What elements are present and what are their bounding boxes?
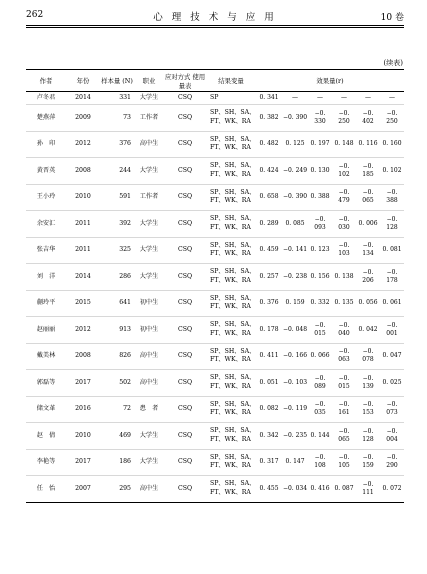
effect-cell: 0. 085: [285, 219, 305, 227]
author-cell: 黄晋英: [36, 166, 56, 174]
effect-cell: −0. 134: [362, 242, 374, 258]
effect-cell: —: [365, 93, 371, 101]
effect-cell: −0. 103: [338, 242, 350, 258]
effect-cell: −0. 015: [314, 321, 326, 337]
effect-cell: 0. 102: [382, 166, 402, 174]
effect-cell: −0. 103: [282, 378, 308, 386]
scale-cell: CSQ: [177, 431, 193, 439]
effect-cell: 0. 658: [259, 193, 279, 201]
effect-size-table: [26, 69, 404, 503]
table-row: [26, 92, 404, 105]
effect-cell: −0. 111: [362, 480, 374, 496]
author-cell: 戴美林: [36, 352, 56, 360]
effect-cell: −0. 178: [386, 268, 398, 284]
author-cell: 储文革: [36, 405, 56, 413]
effect-cell: 0. 197: [310, 140, 330, 148]
occupation-cell: 工作者: [139, 113, 159, 121]
outcome-cell: SP、SH、SA、 FT、WK、RA: [210, 162, 256, 178]
effect-cell: 0. 317: [259, 458, 279, 466]
effect-cell: −0. 093: [314, 215, 326, 231]
effect-cell: 0. 087: [334, 484, 354, 492]
occupation-cell: 大学生: [139, 219, 159, 227]
table-row: [26, 105, 404, 132]
effect-cell: −0. 402: [362, 109, 374, 125]
year-cell: 2010: [75, 193, 91, 201]
occupation-cell: 大学生: [139, 458, 159, 466]
table-header-row: [26, 70, 404, 92]
author-cell: 王小玲: [36, 193, 56, 201]
page-number: 262: [26, 10, 44, 20]
table-row: [26, 317, 404, 344]
outcome-cell: SP、SH、SA、 FT、WK、RA: [210, 480, 256, 496]
effect-cell: −0. 166: [282, 352, 308, 360]
scale-cell: CSQ: [177, 405, 193, 413]
effect-cell: −0. 390: [282, 113, 308, 121]
outcome-cell: SP、SH、SA、 FT、WK、RA: [210, 215, 256, 231]
occupation-cell: 患 者: [139, 405, 159, 413]
effect-cell: −0. 065: [362, 189, 374, 205]
effect-cell: 0. 081: [382, 246, 402, 254]
effect-cell: −0. 102: [338, 162, 350, 178]
effect-cell: 0. 082: [259, 405, 279, 413]
author-cell: 任 怡: [36, 484, 56, 492]
effect-cell: 0. 342: [259, 431, 279, 439]
effect-cell: −0. 048: [282, 325, 308, 333]
effect-cell: 0. 148: [334, 140, 354, 148]
year-cell: 2014: [75, 93, 91, 101]
effect-cell: −0. 235: [282, 431, 308, 439]
scale-cell: CSQ: [177, 113, 193, 121]
scale-cell: CSQ: [177, 219, 193, 227]
outcome-cell: SP、SH、SA、 FT、WK、RA: [210, 109, 256, 125]
effect-cell: −0. 040: [338, 321, 350, 337]
outcome-cell: SP、SH、SA、 FT、WK、RA: [210, 453, 256, 470]
table-row: [26, 396, 404, 423]
running-header: [26, 8, 404, 22]
year-cell: 2016: [75, 405, 91, 413]
occupation-cell: 大学生: [139, 166, 159, 174]
header-rule: [26, 25, 404, 26]
scale-cell: CSQ: [177, 166, 193, 174]
effect-cell: −0. 250: [386, 109, 398, 125]
effect-cell: −0. 035: [314, 401, 326, 417]
effect-cell: −0. 004: [386, 427, 398, 443]
year-cell: 2017: [75, 378, 91, 386]
sample-cell: 325: [119, 246, 131, 254]
effect-cell: −0. 078: [362, 348, 374, 364]
sample-cell: 295: [119, 484, 131, 492]
effect-cell: −0. 015: [338, 374, 350, 390]
effect-cell: 0. 159: [285, 299, 305, 307]
effect-cell: −0. 108: [314, 454, 326, 470]
table-row: [26, 158, 404, 185]
effect-cell: 0. 257: [259, 272, 279, 280]
effect-cell: 0. 144: [310, 431, 330, 439]
effect-cell: −0. 479: [338, 189, 350, 205]
table-row: [26, 423, 404, 450]
scale-cell: CSQ: [177, 352, 193, 360]
table-row: [26, 211, 404, 238]
effect-cell: —: [317, 93, 323, 101]
sample-cell: 392: [119, 219, 131, 227]
effect-cell: −0. 128: [386, 215, 398, 231]
year-cell: 2008: [75, 352, 91, 360]
scale-cell: CSQ: [177, 484, 193, 492]
author-cell: 孙 印: [36, 140, 56, 148]
effect-cell: 0. 006: [358, 219, 378, 227]
author-cell: 余安汇: [36, 219, 56, 227]
scale-cell: CSQ: [177, 325, 193, 333]
effect-cell: 0. 424: [259, 166, 279, 174]
author-cell: 蒯玲平: [36, 299, 56, 307]
effect-cell: −0. 206: [362, 268, 374, 284]
col-effect-size: 效果量(r): [316, 77, 344, 85]
effect-cell: −0. 161: [338, 401, 350, 417]
scale-cell: CSQ: [177, 93, 193, 101]
outcome-cell: SP、SH、SA、 FT、WK、RA: [210, 268, 256, 284]
sample-cell: 72: [123, 405, 131, 413]
outcome-cell: SP、SH、SA、 FT、WK、RA: [210, 241, 256, 258]
author-cell: 楚燕萍: [36, 113, 56, 121]
effect-cell: −0. 105: [338, 454, 350, 470]
author-cell: 郭磊等: [36, 378, 56, 386]
effect-cell: −0. 065: [338, 427, 350, 443]
effect-cell: 0. 156: [310, 272, 330, 280]
effect-cell: 0. 056: [358, 299, 378, 307]
effect-cell: —: [389, 93, 395, 101]
effect-cell: 0. 332: [310, 299, 330, 307]
effect-cell: —: [292, 93, 298, 101]
col-coping-scale: 应对方式 使用量表: [164, 72, 206, 90]
effect-cell: −0. 159: [362, 454, 374, 470]
occupation-cell: 高中生: [139, 484, 159, 492]
occupation-cell: 工作者: [139, 193, 159, 201]
year-cell: 2010: [75, 431, 91, 439]
outcome-cell: SP、SH、SA、 FT、WK、RA: [210, 427, 256, 443]
author-cell: 卢冬君: [36, 93, 56, 101]
table-row: [26, 370, 404, 397]
occupation-cell: 大学生: [139, 93, 159, 101]
occupation-cell: 大学生: [139, 246, 159, 254]
year-cell: 2012: [75, 325, 91, 333]
effect-cell: 0. 072: [382, 484, 402, 492]
table-row: [26, 343, 404, 370]
effect-cell: −0. 063: [338, 348, 350, 364]
occupation-cell: 大学生: [139, 272, 159, 280]
table-row: [26, 476, 404, 503]
effect-cell: 0. 455: [259, 484, 279, 492]
table-row: [26, 237, 404, 264]
sample-cell: 286: [119, 272, 131, 280]
outcome-cell: SP: [210, 93, 219, 101]
table-row: [26, 264, 404, 291]
sample-cell: 826: [119, 352, 131, 360]
effect-cell: 0. 125: [285, 140, 305, 148]
effect-cell: −0. 119: [282, 405, 308, 413]
effect-cell: 0. 178: [259, 325, 279, 333]
outcome-cell: SP、SH、SA、 FT、WK、RA: [210, 347, 256, 364]
author-cell: 刘 洋: [36, 272, 56, 280]
col-author: 作者: [39, 77, 53, 85]
effect-cell: −0. 030: [338, 215, 350, 231]
year-cell: 2007: [75, 484, 91, 492]
outcome-cell: SP、SH、SA、 FT、WK、RA: [210, 400, 256, 417]
outcome-cell: SP、SH、SA、 FT、WK、RA: [210, 188, 256, 205]
author-cell: 张吉华: [36, 246, 56, 254]
table-body: [26, 92, 404, 503]
table-row: [26, 449, 404, 476]
scale-cell: CSQ: [177, 299, 193, 307]
scale-cell: CSQ: [177, 193, 193, 201]
effect-cell: 0. 025: [382, 378, 402, 386]
author-cell: 李艳等: [36, 458, 56, 466]
col-occupation: 职业: [142, 77, 156, 85]
effect-cell: −0. 290: [386, 454, 398, 470]
year-cell: 2017: [75, 458, 91, 466]
sample-cell: 913: [119, 325, 131, 333]
occupation-cell: 大学生: [139, 431, 159, 439]
table-row: [26, 131, 404, 158]
author-cell: 赵 倩: [36, 431, 56, 439]
scale-cell: CSQ: [177, 272, 193, 280]
occupation-cell: 初中生: [139, 325, 159, 333]
journal-title: 心 理 技 术 与 应 用: [153, 12, 277, 23]
year-cell: 2009: [75, 113, 91, 121]
effect-cell: 0. 042: [358, 325, 378, 333]
effect-cell: 0. 147: [285, 458, 305, 466]
effect-cell: −0. 250: [338, 109, 350, 125]
effect-cell: 0. 411: [259, 352, 279, 360]
effect-cell: 0. 116: [358, 140, 378, 148]
occupation-cell: 高中生: [139, 352, 159, 360]
year-cell: 2008: [75, 166, 91, 174]
effect-cell: −0. 073: [386, 401, 398, 417]
scale-cell: CSQ: [177, 140, 193, 148]
sample-cell: 331: [119, 93, 131, 101]
effect-cell: −0. 153: [362, 401, 374, 417]
occupation-cell: 初中生: [139, 299, 159, 307]
volume-label: 10 卷: [380, 13, 404, 23]
outcome-cell: SP、SH、SA、 FT、WK、RA: [210, 321, 256, 337]
effect-cell: −0. 330: [314, 109, 326, 125]
effect-cell: −0. 139: [362, 374, 374, 390]
effect-cell: 0. 123: [310, 246, 330, 254]
col-year: 年份: [76, 77, 90, 85]
effect-cell: 0. 459: [259, 246, 279, 254]
effect-cell: 0. 061: [382, 299, 402, 307]
effect-cell: −0. 249: [282, 166, 308, 174]
effect-cell: 0. 138: [334, 272, 354, 280]
effect-cell: 0. 066: [310, 352, 330, 360]
effect-cell: 0. 376: [259, 299, 279, 307]
outcome-cell: SP、SH、SA、 FT、WK、RA: [210, 374, 256, 390]
scale-cell: CSQ: [177, 378, 193, 386]
effect-cell: −0. 185: [362, 162, 374, 178]
sample-cell: 591: [119, 193, 131, 201]
effect-cell: −0. 388: [386, 189, 398, 205]
sample-cell: 73: [123, 113, 131, 121]
scale-cell: CSQ: [177, 458, 193, 466]
effect-cell: 0. 289: [259, 219, 279, 227]
table-row: [26, 184, 404, 211]
effect-cell: 0. 135: [334, 299, 354, 307]
effect-cell: 0. 416: [310, 484, 330, 492]
occupation-cell: 高中生: [139, 140, 159, 148]
effect-cell: −0. 390: [282, 193, 308, 201]
sample-cell: 469: [119, 431, 131, 439]
effect-cell: −0. 238: [282, 272, 308, 280]
effect-cell: −0. 034: [282, 484, 308, 492]
effect-cell: −0. 001: [386, 321, 398, 337]
effect-cell: −0. 089: [314, 374, 326, 390]
occupation-cell: 高中生: [139, 378, 159, 386]
sample-cell: 641: [119, 299, 131, 307]
col-sample: 样本量 (N): [101, 77, 133, 85]
sample-cell: 244: [119, 166, 131, 174]
table-row: [26, 290, 404, 317]
sample-cell: 376: [119, 140, 131, 148]
outcome-cell: SP、SH、SA、 FT、WK、RA: [210, 294, 256, 311]
effect-cell: 0. 130: [310, 166, 330, 174]
year-cell: 2012: [75, 140, 91, 148]
outcome-cell: SP、SH、SA、 FT、WK、RA: [210, 135, 256, 152]
effect-cell: 0. 388: [310, 193, 330, 201]
effect-cell: 0. 341: [259, 93, 279, 101]
author-cell: 赵丽丽: [36, 325, 56, 333]
effect-cell: −0. 141: [282, 246, 308, 254]
year-cell: 2014: [75, 272, 91, 280]
effect-cell: 0. 047: [382, 352, 402, 360]
col-outcome: 结果变量: [218, 77, 244, 85]
year-cell: 2011: [75, 219, 91, 227]
sample-cell: 186: [119, 458, 131, 466]
effect-cell: 0. 482: [259, 140, 279, 148]
sample-cell: 502: [119, 378, 131, 386]
effect-cell: 0. 382: [259, 113, 279, 121]
effect-cell: 0. 051: [259, 378, 279, 386]
year-cell: 2015: [75, 299, 91, 307]
effect-cell: —: [341, 93, 347, 101]
effect-cell: 0. 160: [382, 140, 402, 148]
continued-label: (续表): [383, 59, 403, 67]
year-cell: 2011: [75, 246, 91, 254]
effect-cell: −0. 128: [362, 427, 374, 443]
scale-cell: CSQ: [177, 246, 193, 254]
